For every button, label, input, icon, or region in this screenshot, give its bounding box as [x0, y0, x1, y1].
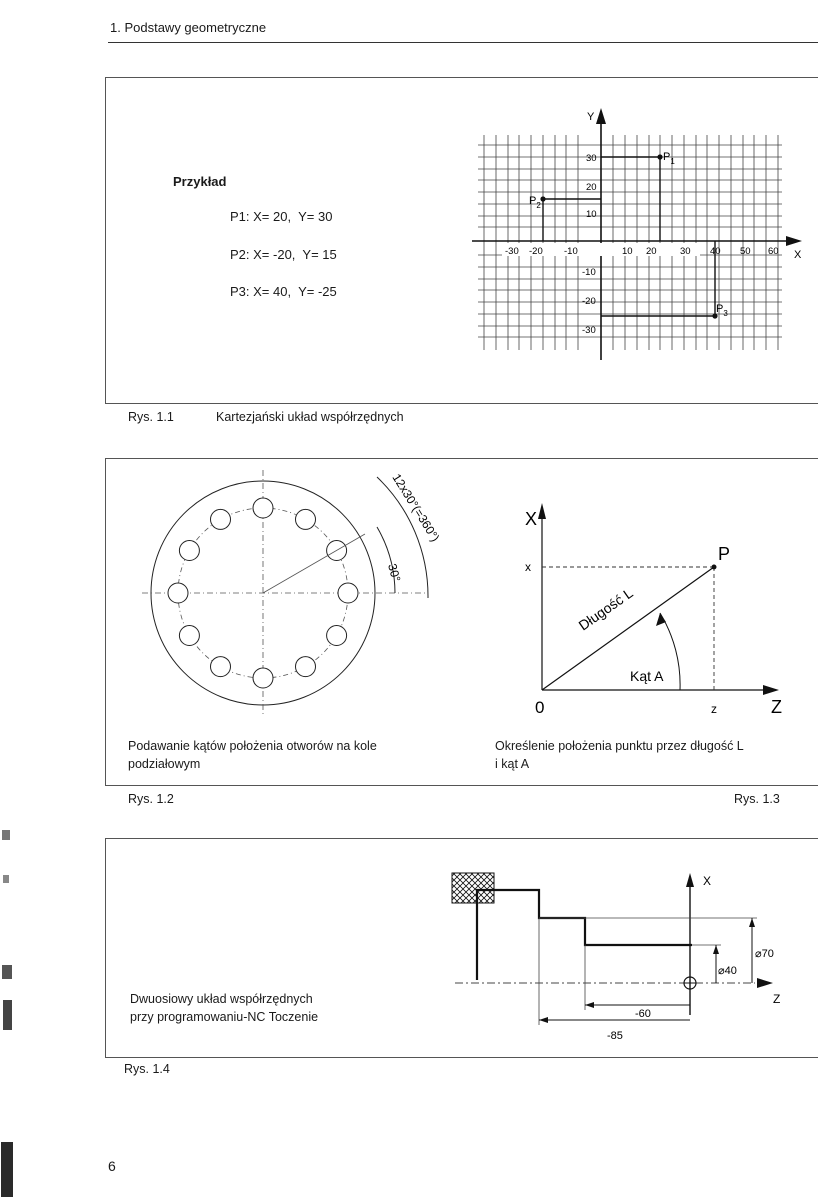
- scan-mark: [1, 1142, 13, 1197]
- y-tick: 30: [586, 153, 597, 164]
- point-y: Y= 15: [302, 247, 337, 262]
- dim-40-label: ⌀40: [718, 965, 737, 977]
- point-p1: [657, 154, 662, 159]
- x-tick: 10: [622, 246, 633, 257]
- p1-guide: [601, 157, 660, 241]
- x-tick: 60: [768, 246, 779, 257]
- y-tick: -20: [582, 296, 596, 307]
- caption-line: podziałowym: [128, 757, 201, 771]
- p3-label: $P_3$: [716, 303, 728, 318]
- z-axis-arrow-icon: [757, 978, 773, 988]
- chuck-jaw: [452, 873, 494, 903]
- dim-60-label: -60: [635, 1008, 651, 1020]
- z-axis-arrow-icon: [763, 685, 779, 695]
- example-heading: Przykład: [173, 174, 227, 189]
- point-x: X= 20,: [253, 209, 292, 224]
- x-axis-arrow-icon: [686, 873, 694, 887]
- tick-z-label: z: [711, 702, 717, 716]
- origin-label: 0: [535, 698, 545, 717]
- scan-mark: [3, 1000, 12, 1030]
- y-tick: -10: [582, 267, 596, 278]
- y-axis-label: Y: [587, 111, 595, 123]
- header-rule: [108, 42, 818, 43]
- scan-mark: [3, 875, 9, 883]
- x-axis-label: X: [794, 249, 802, 261]
- dim-85-label: -85: [607, 1030, 623, 1042]
- x-axis-arrow-icon: [538, 503, 546, 519]
- angle-label: Kąt A: [630, 668, 664, 684]
- scan-mark: [2, 965, 12, 979]
- dim-arrow-icon: [749, 918, 755, 927]
- cartesian-grid: [470, 100, 810, 370]
- x-axis-label: X: [703, 874, 712, 888]
- y-tick: -30: [582, 325, 596, 336]
- point-y: Y= 30: [298, 209, 333, 224]
- polar-diagram: [515, 495, 805, 725]
- y-tick: 20: [586, 182, 597, 193]
- figure-3-caption-number: Rys. 1.3: [734, 792, 780, 806]
- scan-edge-artifacts: [0, 660, 18, 1200]
- x-tick: 50: [740, 246, 751, 257]
- caption-line: Podawanie kątów położenia otworów na kole: [128, 739, 377, 753]
- point-x: X= -20,: [253, 247, 296, 262]
- caption-line: Dwuosiowy układ współrzędnych: [130, 992, 313, 1006]
- x-tick: -20: [529, 246, 543, 257]
- point-p: [712, 565, 717, 570]
- angle-total-label: 12x30°(=360°): [389, 471, 443, 545]
- point-y: Y= -25: [298, 284, 337, 299]
- figure-4-caption-number: Rys. 1.4: [124, 1062, 170, 1076]
- tick-x-label: x: [525, 560, 531, 574]
- page-number: 6: [108, 1158, 116, 1174]
- caption-line: i kąt A: [495, 757, 530, 771]
- point-x: X= 40,: [253, 284, 292, 299]
- point-p1-row: [230, 209, 332, 224]
- point-label: P1:: [230, 209, 250, 224]
- angle-30-label: 30°: [385, 562, 404, 584]
- caption-line: Określenie położenia punktu przez długość L: [495, 739, 744, 753]
- axis-X-label: X: [525, 509, 538, 529]
- turning-drawing: [445, 865, 795, 1045]
- bolt-circle-drawing: [130, 465, 460, 730]
- x-axis-arrow-icon: [786, 236, 802, 246]
- point-p3-row: [230, 284, 337, 299]
- grid-lines: [478, 135, 782, 350]
- x-tick: 40: [710, 246, 721, 257]
- running-header: 1. Podstawy geometryczne: [110, 20, 267, 35]
- point-label: P2:: [230, 247, 250, 262]
- caption-line: przy programowaniu-NC Toczenie: [130, 1010, 319, 1024]
- length-line: [542, 567, 714, 690]
- z-axis-label: Z: [773, 992, 781, 1006]
- p2-guide: [543, 199, 601, 241]
- x-tick: 30: [680, 246, 691, 257]
- figure-2-caption-number: Rys. 1.2: [128, 792, 174, 806]
- p1-label: $P_1$: [663, 151, 675, 166]
- axis-Z-label: Z: [771, 697, 782, 717]
- point-p2: [540, 196, 545, 201]
- figure-2-caption-text: [128, 737, 377, 773]
- angle-arc-30: [377, 527, 395, 593]
- point-p2-row: [230, 247, 337, 262]
- dim-arrow-icon: [713, 945, 719, 954]
- figure-1-caption-text: Kartezjański układ współrzędnych: [216, 410, 404, 424]
- dim-arrow-icon: [539, 1017, 548, 1023]
- point-label: P3:: [230, 284, 250, 299]
- length-label: Długość L: [575, 584, 636, 634]
- figure-4-caption-text: [130, 990, 318, 1026]
- x-tick: -10: [564, 246, 578, 257]
- workpiece-outline: [477, 890, 692, 980]
- angle-arrow-icon: [656, 613, 666, 626]
- dim-70-label: ⌀70: [755, 948, 774, 960]
- point-label: P: [718, 544, 731, 564]
- y-tick: 10: [586, 209, 597, 220]
- x-tick: 20: [646, 246, 657, 257]
- dim-arrow-icon: [585, 1002, 594, 1008]
- p2-label: $P_2$: [529, 195, 541, 210]
- figure-1-caption-number: Rys. 1.1: [128, 410, 174, 424]
- figure-3-caption-text: [495, 737, 744, 773]
- y-axis-arrow-icon: [596, 108, 606, 124]
- x-tick: -30: [505, 246, 519, 257]
- scan-mark: [2, 830, 10, 840]
